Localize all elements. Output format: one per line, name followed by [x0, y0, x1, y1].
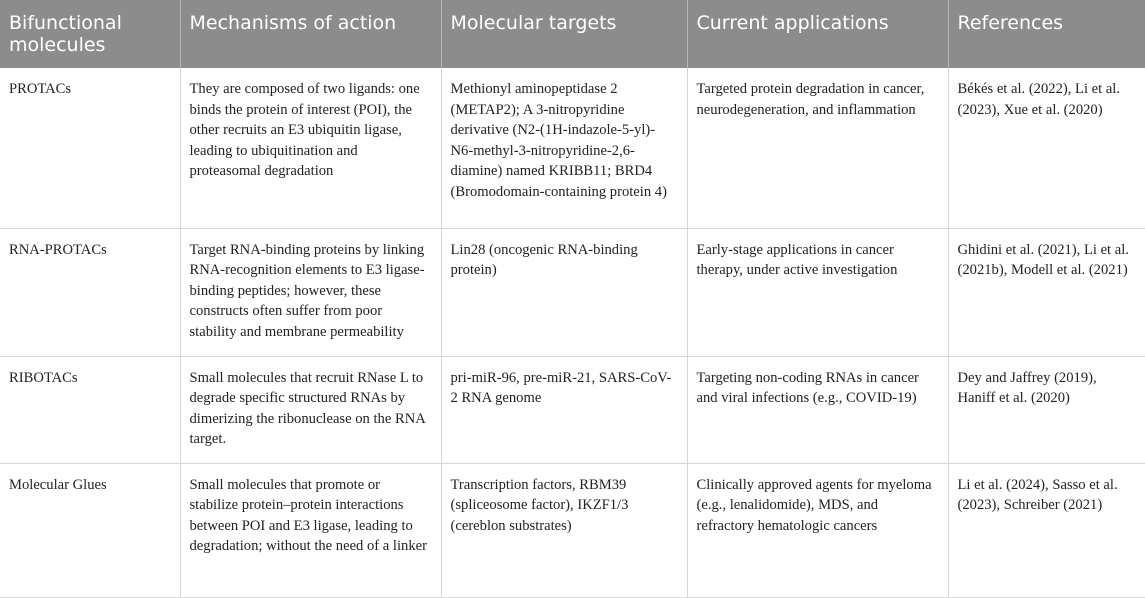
cell-targets: Methionyl aminopeptidase 2 (METAP2); A 3-nitropyridine derivative (N2-(1H-indazole-5-yl)-N6-methyl-3-nitropyridine-2,6-diamine) named KRIBB11; BRD4 (Bromodomain-containing protein 4) — [441, 68, 687, 228]
cell-applications: Clinically approved agents for myeloma (e.g., lenalidomide), MDS, and refractory hematologic cancers — [687, 463, 948, 597]
header-bifunctional-molecules: Bifunctional molecules — [0, 0, 180, 68]
cell-applications: Targeted protein degradation in cancer, neurodegeneration, and inflammation — [687, 68, 948, 228]
cell-molecule: RNA-PROTACs — [0, 228, 180, 356]
header-references: References — [948, 0, 1145, 68]
header-row — [0, 0, 1145, 68]
cell-mechanism: Target RNA-binding proteins by linking RNA-recognition elements to E3 ligase-binding peptides; however, these constructs often suffer from poor stability and membrane permeability — [180, 228, 441, 356]
cell-references: Ghidini et al. (2021), Li et al. (2021b), Modell et al. (2021) — [948, 228, 1145, 356]
table-row — [0, 356, 1145, 463]
cell-applications: Early-stage applications in cancer therapy, under active investigation — [687, 228, 948, 356]
cell-applications: Targeting non-coding RNAs in cancer and viral infections (e.g., COVID-19) — [687, 356, 948, 463]
table-row — [0, 68, 1145, 228]
header-mechanisms-of-action: Mechanisms of action — [180, 0, 441, 68]
cell-mechanism: Small molecules that promote or stabilize protein–protein interactions between POI and E3 ligase, leading to degradation; without the need of a linker — [180, 463, 441, 597]
cell-mechanism: Small molecules that recruit RNase L to degrade specific structured RNAs by dimerizing the ribonuclease on the RNA target. — [180, 356, 441, 463]
cell-molecule: RIBOTACs — [0, 356, 180, 463]
cell-targets: Lin28 (oncogenic RNA-binding protein) — [441, 228, 687, 356]
header-molecular-targets: Molecular targets — [441, 0, 687, 68]
cell-targets: pri-miR-96, pre-miR-21, SARS-CoV-2 RNA genome — [441, 356, 687, 463]
table-body — [0, 68, 1145, 597]
cell-molecule: PROTACs — [0, 68, 180, 228]
cell-references: Békés et al. (2022), Li et al. (2023), Xue et al. (2020) — [948, 68, 1145, 228]
cell-references: Li et al. (2024), Sasso et al. (2023), Schreiber (2021) — [948, 463, 1145, 597]
cell-references: Dey and Jaffrey (2019), Haniff et al. (2020) — [948, 356, 1145, 463]
table-row — [0, 463, 1145, 597]
table-header — [0, 0, 1145, 68]
cell-mechanism: They are composed of two ligands: one binds the protein of interest (POI), the other recruits an E3 ubiquitin ligase, leading to ubiquitination and proteasomal degradation — [180, 68, 441, 228]
cell-targets: Transcription factors, RBM39 (spliceosome factor), IKZF1/3 (cereblon substrates) — [441, 463, 687, 597]
cell-molecule: Molecular Glues — [0, 463, 180, 597]
header-current-applications: Current applications — [687, 0, 948, 68]
table-row — [0, 228, 1145, 356]
